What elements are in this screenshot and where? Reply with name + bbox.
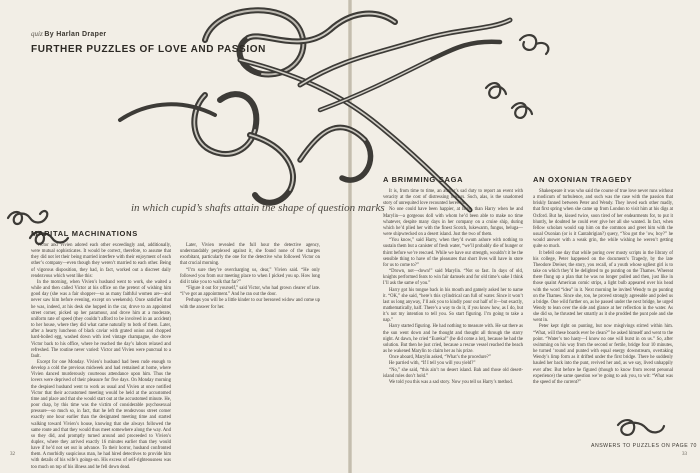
article-column-2 bbox=[180, 243, 320, 445]
paragraph: Once aboard, Marylin asked, “What’s the procedure?” bbox=[389, 355, 491, 361]
article-subtitle: in which cupid’s shafts attain the shape of question marks bbox=[131, 202, 385, 214]
section-heading-brimming-saga: A BRIMMING SAGA bbox=[383, 175, 464, 184]
paragraph: It is, from time to time, an author’s sad duty to report an event with veracity at the cost of distressing readers. Such, alas, is the unadorned story of unrequited love recounted herewith. bbox=[383, 189, 523, 207]
byline bbox=[31, 30, 106, 38]
paragraph: “Drown, not—down!” said Marylin. “Not so fast. In days of old, knights performed feats to win fair damsels and for old time’s sake I think I’ll ask the same of you.” bbox=[383, 269, 523, 287]
paragraph: In the morning, when Vivien’s husband went to work, she waited a while and then called Victor at his office on the pretext of wishing him good day (she was a fair shopper—so as many faithful women are—and never saw him before evening, except on weekends). Once satisfied that he was, indeed, at his desk she hopped in the car, drove to an appointed street corner, picked up her paramour, and drove him at a moderate, uniform rate of speed (they couldn’t afford to be involved in an accident) to her house, where they did what came naturally to both of them. Later, after a hearty luncheon of black caviar with grated onion and chopped hard-boiled egg, washed down with iced vintage champagne, she drove Victor back to his office, where he reached the day’s labors relaxed and refreshed. The routine never varied: Victor and Vivien were punctual to a fault. bbox=[31, 279, 171, 359]
paragraph: Shakespeare it was who said the course of true love never runs without a modicum of turbulence, and such was the case with the passion that briskly fanned between Peter and Wendy. They loved each other madly, that first spring when she came up from London to visit him at his digs at Oxford. But he, kissed twice, soon tired of her endearments for, to put it bluntly, he doubted he could ever give her all she wanted. In fact, when fellow scholars would sup him on the common and greet him with the usual Oxonian (or is it Cantabrigian?) query, “You got the ’ow, boy?” he would answer with a weak grin, the while wishing he weren’t getting quite so much. bbox=[533, 189, 673, 250]
section-heading-oxonian-tragedy: AN OXONIAN TRAGEDY bbox=[533, 175, 633, 184]
byline-prefix: quiz bbox=[31, 30, 43, 38]
paragraph: Harry got his tongue back in his mouth and gamely asked her to name it. “OK,” she said, “here’s this cylindrical can full of water. Since it won’t last us long anyway, I’ll ask you to kindly pour out half of it—but exactly, mathematically, half. There’s a way to do it, if you know how, as I do, but it’s not my intention to tell you. So start figuring. I’m going to take a nap.” bbox=[383, 287, 523, 324]
paragraph: Peter kept right on punting, but now misgivings stirred within him. “What, will these boards ever be clean?” he asked himself and went to the point. “Water’s too hasty—I know no one will burst in on us.” So, after swimming on his way from the second or fertile, bridge four 10 minutes, he turned ’round and punted with equal energy downstream, overtaking Wendy’s limp form as it drifted under the first bridge. There he suddenly hauled her back into the punt, revived her and, as we say, lived unhappily ever after. But before he figured (though to know from recent personal experience) the same question we’re going to ask you, to wit: “What was the speed of the current?” bbox=[533, 324, 673, 385]
paragraph: Harry started figuring. He had nothing to measure with. He sat there as the sun went down and he thought and thought all through the starry night. At dawn, he cried “Eureka!” (he did come a lot), because he had the solution. But then he just cried, because a rescue vessel reached the beach as he wakened Marylin to claim her as his prize. bbox=[383, 324, 523, 355]
paragraph: “You know,” said Harry, when they’d swum ashore with nothing to sustain them but a canister of fresh water, “we’ll probably die of hunger or thirst before we’re rescued. While we have our strength, wouldn’t it be the sensible thing to have of the pleasures that short lives will have in store for us to come to?” bbox=[383, 238, 523, 268]
answers-note: ANSWERS TO PUZZLES ON PAGE 70 bbox=[591, 443, 697, 449]
paragraph: No one could have been happier, at heart, than Harry when he and Marylin—a gorgeous doll with whom he’d been able to make no time whatever, despite many days in her company on a cruise ship, during which he’d plied her with the finest Scotch, lukewarm, fungus, beluga—were shipwrecked on a desert island. Just the two of them. bbox=[383, 207, 523, 238]
paragraph: Victor and Vivien adored each other exceedingly and, additionally, were mutual sophisticates. It would be correct, therefore, to assume that they did not let their being married interfere with their enjoyment of each other’s company—even though they weren’t married to each other. Being of vigorous disposition, they had, in fact, worked out a discreet daily rendezvous which went like this: bbox=[31, 243, 171, 279]
paragraph: He parried with, “If I tell you will you yield?” bbox=[389, 361, 476, 367]
article-title: FURTHER PUZZLES OF LOVE AND PASSION bbox=[31, 44, 266, 55]
paragraph: “No,” she said, “this ain’t no desert island. Bah and those old desert-island rules don’t hold.” bbox=[383, 367, 523, 379]
article-column-3 bbox=[383, 189, 523, 445]
page-number-left: 32 bbox=[10, 452, 15, 457]
article-column-1 bbox=[31, 243, 171, 470]
paragraph: It befell one day that while poring over musty scripts in the library of his college, Peter happened on the document’s Tragedy, by the late Theodore Dreiser, the story, you recall, of a youth whose ugliest girl is to take on which they’d be delighted to go punting on the Thames. Whereat there flung up a plan that he was no longer pulled and then, just like in those quaint American comic strips, a light bulb appeared over his head with the word “idea” in it. Next morning he invited Wendy to go punting on the Thames. Since she, too, he proved strongly agreeable and poled us a bridge. One wild further on, as he passed under the next bridge, he urged Wendy to lean over the side and glance at her reflection in the water. As she did so, he thrusted her smartly as it she prodded the punt pole and she went in. bbox=[533, 250, 673, 324]
page-number-right: 33 bbox=[682, 452, 687, 457]
paragraph: We told you this was a sad story. Now you tell us Harry’s method. bbox=[389, 379, 513, 385]
paragraph: Perhaps you will be a little kinder to our bereaved widow and come up with the answer for her. bbox=[180, 298, 320, 310]
section-heading-marital-machinations: MARITAL MACHINATIONS bbox=[31, 229, 138, 238]
paragraph: Except for one Monday. Vivien’s husband had been rude enough to develop a cold the previous midweek and had remained at home, where Vivien danced murderously courteous attendance upon him. Thus the lovers were deprived of their pleasure for five days. On Monday morning the despised husband went to work as usual and Vivien at once notified Victor that their accustomed meeting would be held at the accustomed time and place and that she would start out at the accustomed minute. He, poor chap, by this time was the victim of considerable psychosexual pressure—so much so, in fact, that he left the rendezvous street corner exactly one hour earlier than the designated meeting time and started walking toward Vivien’s house, knowing that she always followed the same route and that they would thus meet somewhere along the way. And so they did, and promptly turned around and proceeded to Vivien’s duplex, where they arrived exactly 16 minutes earlier than they would have if he’d not set out in advance. To their horror, husband confronted them. A morbidly suspicious man, he had hired detectives to provide him with details of his wife’s goings-on. His excess of self-righteousness was too much on top of his illness and he fell down dead. bbox=[31, 359, 171, 470]
page-gutter bbox=[348, 0, 352, 473]
byline-author: By Harlan Draper bbox=[44, 31, 107, 38]
paragraph: Later, Vivien revealed the full hour the detective agency, understandably perplexed against it, she found none of the charges exorbitant, particularly the one for the detective who followed Victor on that crucial morning. bbox=[180, 243, 320, 267]
paragraph: “I’m sure they’re overcharging us, dear,” Vivien said. “He only followed you from our meeting place to when I picked you up. How long did it take you to walk that far?” bbox=[180, 267, 320, 285]
paragraph: “Figure it out for yourself,” said Victor, who had grown clearer of late. “I’ve got an appointment.” And he ran out the door. bbox=[180, 286, 320, 298]
article-column-4 bbox=[533, 189, 673, 437]
